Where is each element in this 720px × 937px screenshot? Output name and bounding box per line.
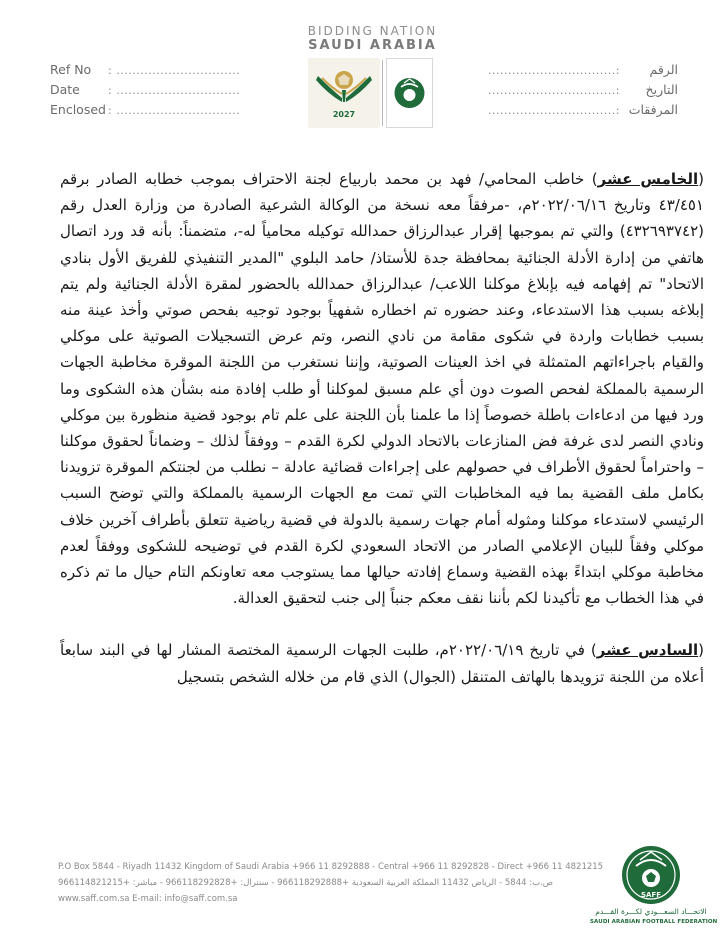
paragraph-16: (السادس عشر) في تاريخ ٢٠٢٢/٠٦/١٩م، طلبت الجهات الرسمية المختصة المشار لها في البند سابعاً أعلاه من اللجنة تزويدها بالهاتف المتنقل (الجوال) الذي قام من خلاله الشخص بتسجيل (60, 641, 704, 686)
date-ar-field (487, 80, 678, 100)
footer-address-en: P.O Box 5844 - Riyadh 11432 Kingdom of Saudi Arabia +966 11 8292888 - Central +966 11 8292828 - Direct +966 11 4821215 (58, 862, 604, 872)
bid-year: 2027 (332, 110, 356, 119)
footer-address-ar: ص.ب: 5844 - الرياض 11432 المملكة العربية السعودية +966118292888 - سنترال: +966118292828 - مباشر: +966114821215 (58, 878, 554, 888)
bid-line1: BIDDING NATION (307, 24, 438, 38)
footer-web-email[interactable]: www.saff.com.sa E-mail: info@saff.com.sa (58, 894, 238, 904)
falcon-ball-icon (308, 58, 380, 110)
paragraph-16-heading: السادس عشر (596, 641, 699, 660)
ref-no-ar-label: الرقم (649, 62, 678, 77)
saff-ball-icon (596, 842, 706, 908)
enclosed-value: : ............................... (108, 104, 241, 117)
bid-2027-logo (308, 58, 380, 128)
saff-badge-text: SAFF (640, 891, 662, 899)
enclosed-ar-label: المرفقات (628, 102, 678, 117)
date-field (50, 80, 241, 100)
date-value: : ............................... (108, 84, 241, 97)
date-ar-value: :................................ (487, 84, 620, 97)
paragraph-15-heading: الخامس عشر (597, 170, 699, 188)
paragraph-15-text: ) خاطب المحامي/ فهد بن محمد باربياع لجنة الاحتراف بموجب خطابه الصادر برقم ٤٣/٤٥١ وتاريخ ٢٠٢٢/٠٦/١٦م، -مرفقاً معه نسخة من الوكالة الشرعية الصادرة من وزارة العدل رقم (٤٣٢٦٩٣٧٤٢) والتي تم بموجبها إقرار عبدالرزاق حمدالله توكيله محامياً له-، متضمناً: بأنه قد ورد اتصال هاتفي من إدارة الأدلة الجنائية بمحافظة جدة للأستاذ/ حامد البلوي "المدير التنفيذي للفريق الأول بنادي الاتحاد" تم إفهامه فيه بإبلاغ موكلنا اللاعب/ عبدالرزاق حمدالله بالحضور لمقرة الأدلة الجنائية ولم يتم إبلاغه بسبب هذا الاستدعاء، وعند حضوره تم اخطاره شفهياً بوجود توجيه بفحص صوتي وأخذ عينة منه بسبب خطابات واردة في شكوى مقامة من نادي النصر، وتم عرض التسجيلات الصوتية على موكلي والقيام باجراءاتهم المتمثلة في اخذ العينات الصوتية، وإننا نستغرب من اللجنة الموقرة مخاطبة الجهات الرسمية بالمملكة لفحص الصوت دون أي علم مسبق لموكلنا أو طلب إفادة منه بشأن هذه الشكوى وما ورد فيها من ادعاءات باطلة خصوصاً إذا ما علمنا بأن اللجنة على علم تام بوجود قضية منظورة بين موكلي ونادي النصر لدى غرفة فض المنازعات بالاتحاد الدولي لكرة القدم – ووفقاً لذلك – وضماناً لحقوق موكلنا – واحتراماً لحقوق الأطراف في حصولهم على إجراءات قضائية عادلة – نطلب من لجنتكم الموقرة تزويدنا بكامل ملف القضية بما فيه المخاطبات التي تمت مع الجهات الرسمية بالمملكة والتي توضح السبب الرئيسي لاستدعاء موكلنا ومثوله أمام جهات رسمية بالدولة في قضية رياضية تتعلق بأطراف آخرين خلاف موكلي وفقاً للبيان الإعلامي الصادر من الاتحاد السعودي لكرة القدم في توضيحه للشكوى ووفقاً لعدم مخاطبة موكلي ابتداءً بهذه القضية وسماع إفادته حيالها مما يستوجب معه تعاونكم التام حيال ما تم ذكره في هذا الخطاب مع تأكيدنا لكم بأننا نقف معكم جنباً إلى جنب لتحقيق العدالة. (60, 170, 704, 608)
logo-divider (382, 60, 383, 126)
saff-emblem-icon (387, 59, 432, 127)
saff-header-logo (386, 58, 433, 128)
enclosed-label: Enclosed (50, 102, 106, 117)
ref-no-ar-value: :................................ (487, 64, 620, 77)
ref-no-field (50, 60, 241, 80)
date-ar-label: التاريخ (645, 82, 678, 97)
saff-name-en: SAUDI ARABIAN FOOTBALL FEDERATION (590, 919, 718, 925)
footer-contact (58, 859, 618, 907)
paragraph-15: (الخامس عشر) خاطب المحامي/ فهد بن محمد باربياع لجنة الاحتراف بموجب خطابه الصادر برقم ٤٣/٤٥١ وتاريخ ٢٠٢٢/٠٦/١٦م، -مرفقاً معه نسخة من الوكالة الشرعية الصادرة من وزارة العدل رقم (٤٣٢٦٩٣٧٤٢) والتي تم بموجبها إقرار عبدالرزاق حمدالله توكيله محامياً له-، متضمناً: بأنه قد ورد اتصال هاتفي من إدارة الأدلة الجنائية بمحافظة جدة للأستاذ/ حامد البلوي "المدير التنفيذي للفريق الأول بنادي الاتحاد" تم إفهامه فيه بإبلاغ موكلنا اللاعب/ عبدالرزاق حمدالله بالحضور لمقرة الأدلة الجنائية ولم يتم إبلاغه بسبب هذا الاستدعاء، وعند حضوره تم اخطاره شفهياً بوجود توجيه بفحص صوتي وأخذ عينة منه بسبب خطابات واردة في شكوى مقامة من نادي النصر، وتم عرض التسجيلات الصوتية على موكلي والقيام باجراءاتهم المتمثلة في اخذ العينات الصوتية، وإننا نستغرب من اللجنة الموقرة مخاطبة الجهات الرسمية بالمملكة لفحص الصوت دون أي علم مسبق لموكلنا أو طلب إفادة منه بشأن هذه الشكوى وما ورد فيها من ادعاءات باطلة خصوصاً إذا ما علمنا بأن اللجنة على علم تام بوجود قضية منظورة بين موكلي ونادي النصر لدى غرفة فض المنازعات بالاتحاد الدولي لكرة القدم – ووفقاً لذلك – وضماناً لحقوق موكلنا – واحتراماً لحقوق الأطراف في حصولهم على إجراءات قضائية عادلة – نطلب من لجنتكم الموقرة تزويدنا بكامل ملف القضية بما فيه المخاطبات التي تمت مع الجهات الرسمية بالمملكة والتي توضح السبب الرئيسي لاستدعاء موكلنا ومثوله أمام جهات رسمية بالدولة في قضية رياضية تتعلق بأطراف آخرين خلاف موكلي وفقاً للبيان الإعلامي الصادر من الاتحاد السعودي لكرة القدم في توضيحه للشكوى ووفقاً لعدم مخاطبة موكلي ابتداءً بهذه القضية وسماع إفادته حيالها مما يستوجب معه تعاونكم التام حيال ما تم ذكره في هذا الخطاب مع تأكيدنا لكم بأننا نقف معكم جنباً إلى جنب لتحقيق العدالة. (60, 170, 704, 608)
paragraph-gap (60, 611, 704, 637)
saff-name-ar: الاتحـــاد السعـــودي لكـــرة القـــدم (595, 907, 707, 916)
ref-no-value: : ............................... (108, 64, 241, 77)
header-fields-ar (487, 60, 678, 120)
enclosed-field (50, 100, 241, 120)
bid-line2: SAUDI ARABIA (308, 38, 437, 53)
paragraph-16-text: ) في تاريخ ٢٠٢٢/٠٦/١٩م، طلبت الجهات الرسمية المختصة المشار لها في البند سابعاً أعلاه من اللجنة تزويدها بالهاتف المتنقل (الجوال) الذي قام من خلاله الشخص بتسجيل (60, 641, 704, 686)
ref-no-ar-field (487, 60, 678, 80)
date-label: Date (50, 82, 80, 97)
enclosed-ar-value: :................................ (487, 104, 620, 117)
bidding-nation-title (300, 24, 445, 53)
header-fields-en (50, 60, 241, 120)
enclosed-ar-field (487, 100, 678, 120)
ref-no-label: Ref No (50, 62, 92, 77)
letter-body (60, 166, 704, 690)
bid-logo-box (308, 58, 433, 128)
